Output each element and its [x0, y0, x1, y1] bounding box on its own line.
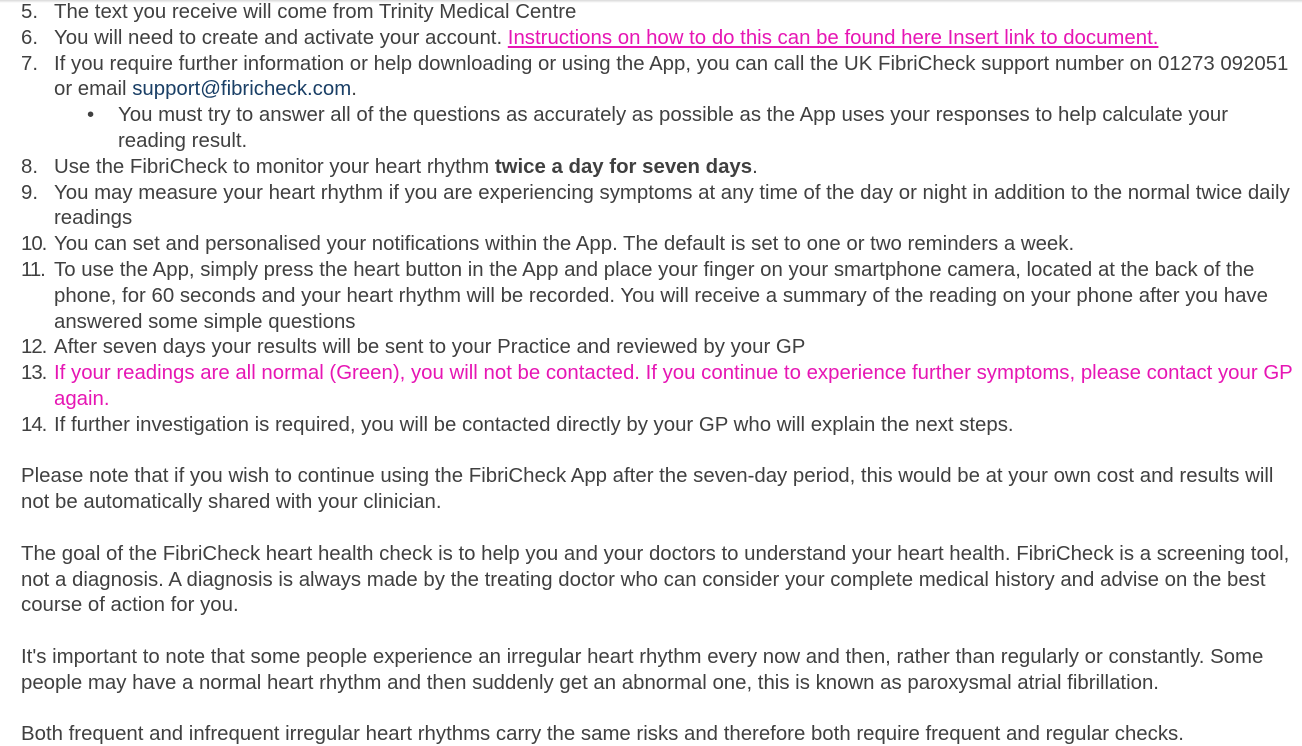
sub-bullet-list — [21, 103, 1301, 155]
list-item-step-14 — [21, 413, 1301, 439]
step-text: Use the FibriCheck to monitor your heart rhythm — [54, 155, 495, 178]
step-text: You can set and personalised your notifications within the App. The default is set to one or two reminders a week. — [54, 233, 1075, 256]
support-email-link[interactable]: support@fibricheck.com — [132, 78, 352, 101]
step-text: You will need to create and activate your account. — [54, 26, 508, 49]
sub-bullet-item — [21, 103, 1301, 155]
list-item-step-8 — [21, 155, 1301, 181]
list-item-step-13 — [21, 361, 1301, 413]
list-item-step-11 — [21, 258, 1301, 335]
paragraph-goal: The goal of the FibriCheck heart health check is to help you and your doctors to understand your heart health. FibriCheck is a screening tool, not a diagnosis. A diagnosis is always made by the treating doctor who can consider your complete medical history and advise on the best course of action for you. — [21, 542, 1290, 617]
paragraph-irregular-rhythm: It's important to note that some people experience an irregular heart rhythm every now and then, rather than regularly or constantly. Some people may have a normal heart rhythm and then suddenly get an abnormal one, this is known as paroxysmal atrial fibrillation. — [21, 645, 1264, 694]
step-number: 7. — [21, 52, 39, 75]
list-item-step-12 — [21, 335, 1301, 361]
step-number: 14. — [21, 413, 47, 436]
step-text: If you require further information or help downloading or using the App, you can call the UK FibriCheck support number on 01273 092051 or email — [54, 52, 1289, 101]
step-text: If further investigation is required, you will be contacted directly by your GP who will explain the next steps. — [54, 413, 1014, 436]
step-text-end: . — [351, 78, 357, 101]
step-number: 11. — [21, 258, 45, 281]
list-item-step-10 — [21, 232, 1301, 258]
step-text-highlighted: If your readings are all normal (Green), you will not be contacted. If you continue to experience further symptoms, please contact your GP again. — [54, 362, 1293, 410]
step-text: To use the App, simply press the heart button in the App and place your finger on your smartphone camera, located at the back of the phone, for 60 seconds and your heart rhythm will be recorded. You will receive a summary of the reading on your phone after you have answered some simple questions — [54, 258, 1268, 333]
step-number: 13. — [21, 362, 47, 385]
paragraph-risks: Both frequent and infrequent irregular heart rhythms carry the same risks and therefore both require frequent and regular checks. — [21, 723, 1184, 746]
list-item-step-9 — [21, 181, 1301, 233]
numbered-steps-list — [21, 0, 1301, 439]
step-number: 8. — [21, 155, 39, 178]
list-item-step-6 — [21, 26, 1301, 52]
list-item-step-5 — [21, 0, 1301, 26]
sub-bullet-text: You must try to answer all of the questions as accurately as possible as the App uses your responses to help calculate your reading result. — [118, 104, 1229, 152]
bullet-icon: • — [87, 104, 95, 127]
bold-emphasis: twice a day for seven days — [494, 155, 753, 178]
step-number: 12. — [21, 336, 47, 359]
paragraph-cost-note: Please note that if you wish to continue using the FibriCheck App after the seven-day period, this would be at your own cost and results will not be automatically shared with your clinician. — [21, 465, 1274, 514]
instructions-link[interactable]: Instructions on how to do this can be found here Insert link to document. — [507, 26, 1159, 49]
document-body — [21, 0, 1301, 746]
step-number: 9. — [21, 181, 39, 204]
step-number: 6. — [21, 26, 39, 49]
step-number: 5. — [21, 1, 39, 23]
step-text: The text you receive will come from Trinity Medical Centre — [54, 1, 577, 23]
step-text: After seven days your results will be sent to your Practice and reviewed by your GP — [54, 336, 806, 359]
step-number: 10. — [21, 233, 47, 256]
list-item-step-7 — [21, 52, 1301, 155]
step-text-end: . — [752, 155, 758, 178]
step-text: You may measure your heart rhythm if you are experiencing symptoms at any time of the day or night in addition to the normal twice daily readings — [54, 181, 1290, 230]
